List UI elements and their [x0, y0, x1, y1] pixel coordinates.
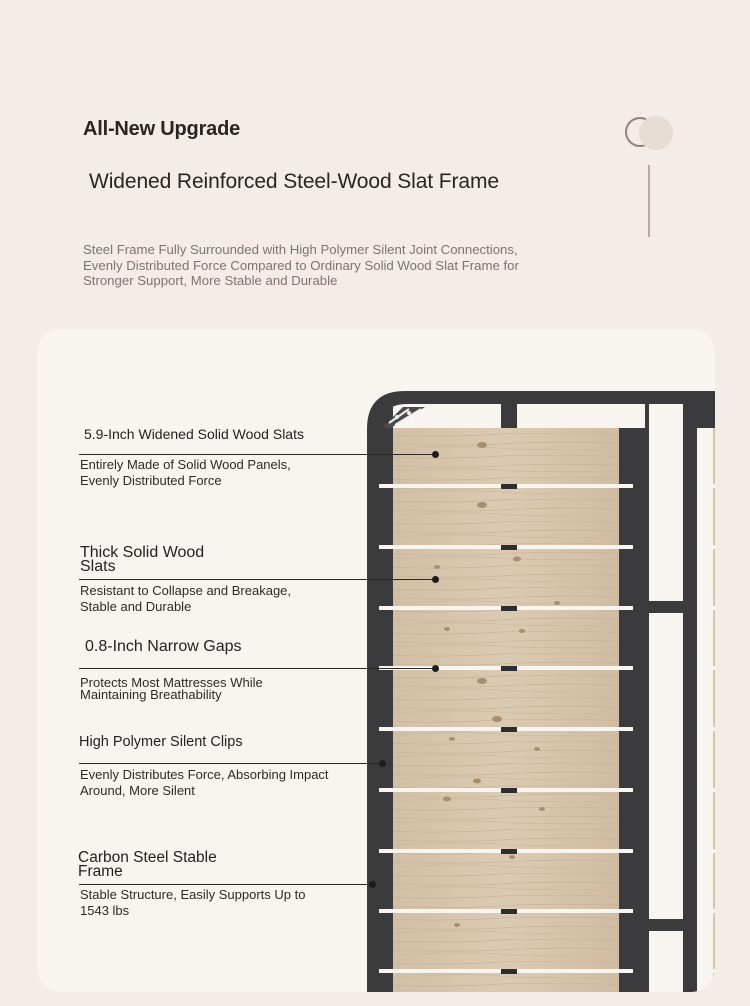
feature-1-title: 5.9-Inch Widened Solid Wood Slats: [84, 426, 304, 442]
feature-4-callout-dot: [379, 760, 386, 767]
feature-5-title-line-2: Frame: [78, 863, 123, 880]
decorative-divider: [648, 165, 650, 237]
feature-3-title: 0.8-Inch Narrow Gaps: [85, 638, 242, 655]
feature-5-leader-line: [79, 884, 370, 885]
page-headline: Widened Reinforced Steel-Wood Slat Frame: [89, 170, 499, 193]
feature-4-title: High Polymer Silent Clips: [79, 734, 243, 750]
feature-2-title-line-1: Thick Solid Wood: [80, 544, 205, 561]
feature-1-leader-line: [79, 454, 436, 455]
feature-5-callout-dot: [369, 881, 376, 888]
feature-card: [37, 329, 715, 992]
toggle-switch[interactable]: [624, 116, 676, 152]
feature-3-description-line-1: Protects Most Mattresses While: [80, 675, 263, 690]
feature-2-title-line-2: Slats: [80, 558, 116, 575]
feature-3-callout-dot: [432, 665, 439, 672]
feature-1-description-line-1: Entirely Made of Solid Wood Panels,: [80, 457, 291, 472]
feature-5-description-line-1: Stable Structure, Easily Supports Up to: [80, 887, 306, 902]
feature-5-title-line-1: Carbon Steel Stable: [78, 849, 217, 866]
feature-1-description-line-2: Evenly Distributed Force: [80, 473, 222, 488]
feature-3-description-line-2: Maintaining Breathability: [80, 687, 222, 702]
header-description: Steel Frame Fully Surrounded with High Polymer Silent Joint Connections, Evenly Distributed Force Compared to Ordinary Solid Wood Slat Frame for Stronger Support, More Stable and Durable: [83, 242, 519, 288]
toggle-knob: [639, 116, 673, 150]
feature-4-description-line-1: Evenly Distributes Force, Absorbing Impact: [80, 767, 329, 782]
eyebrow-title: All-New Upgrade: [83, 118, 241, 140]
feature-2-description-line-2: Stable and Durable: [80, 599, 192, 614]
feature-3-leader-line: [79, 668, 436, 669]
feature-1-callout-dot: [432, 451, 439, 458]
feature-2-description-line-1: Resistant to Collapse and Breakage,: [80, 583, 292, 598]
feature-2-leader-line: [79, 579, 436, 580]
feature-5-description-line-2: 1543 lbs: [80, 903, 130, 918]
feature-2-callout-dot: [432, 576, 439, 583]
feature-4-description-line-2: Around, More Silent: [80, 783, 195, 798]
feature-4-leader-line: [79, 763, 382, 764]
